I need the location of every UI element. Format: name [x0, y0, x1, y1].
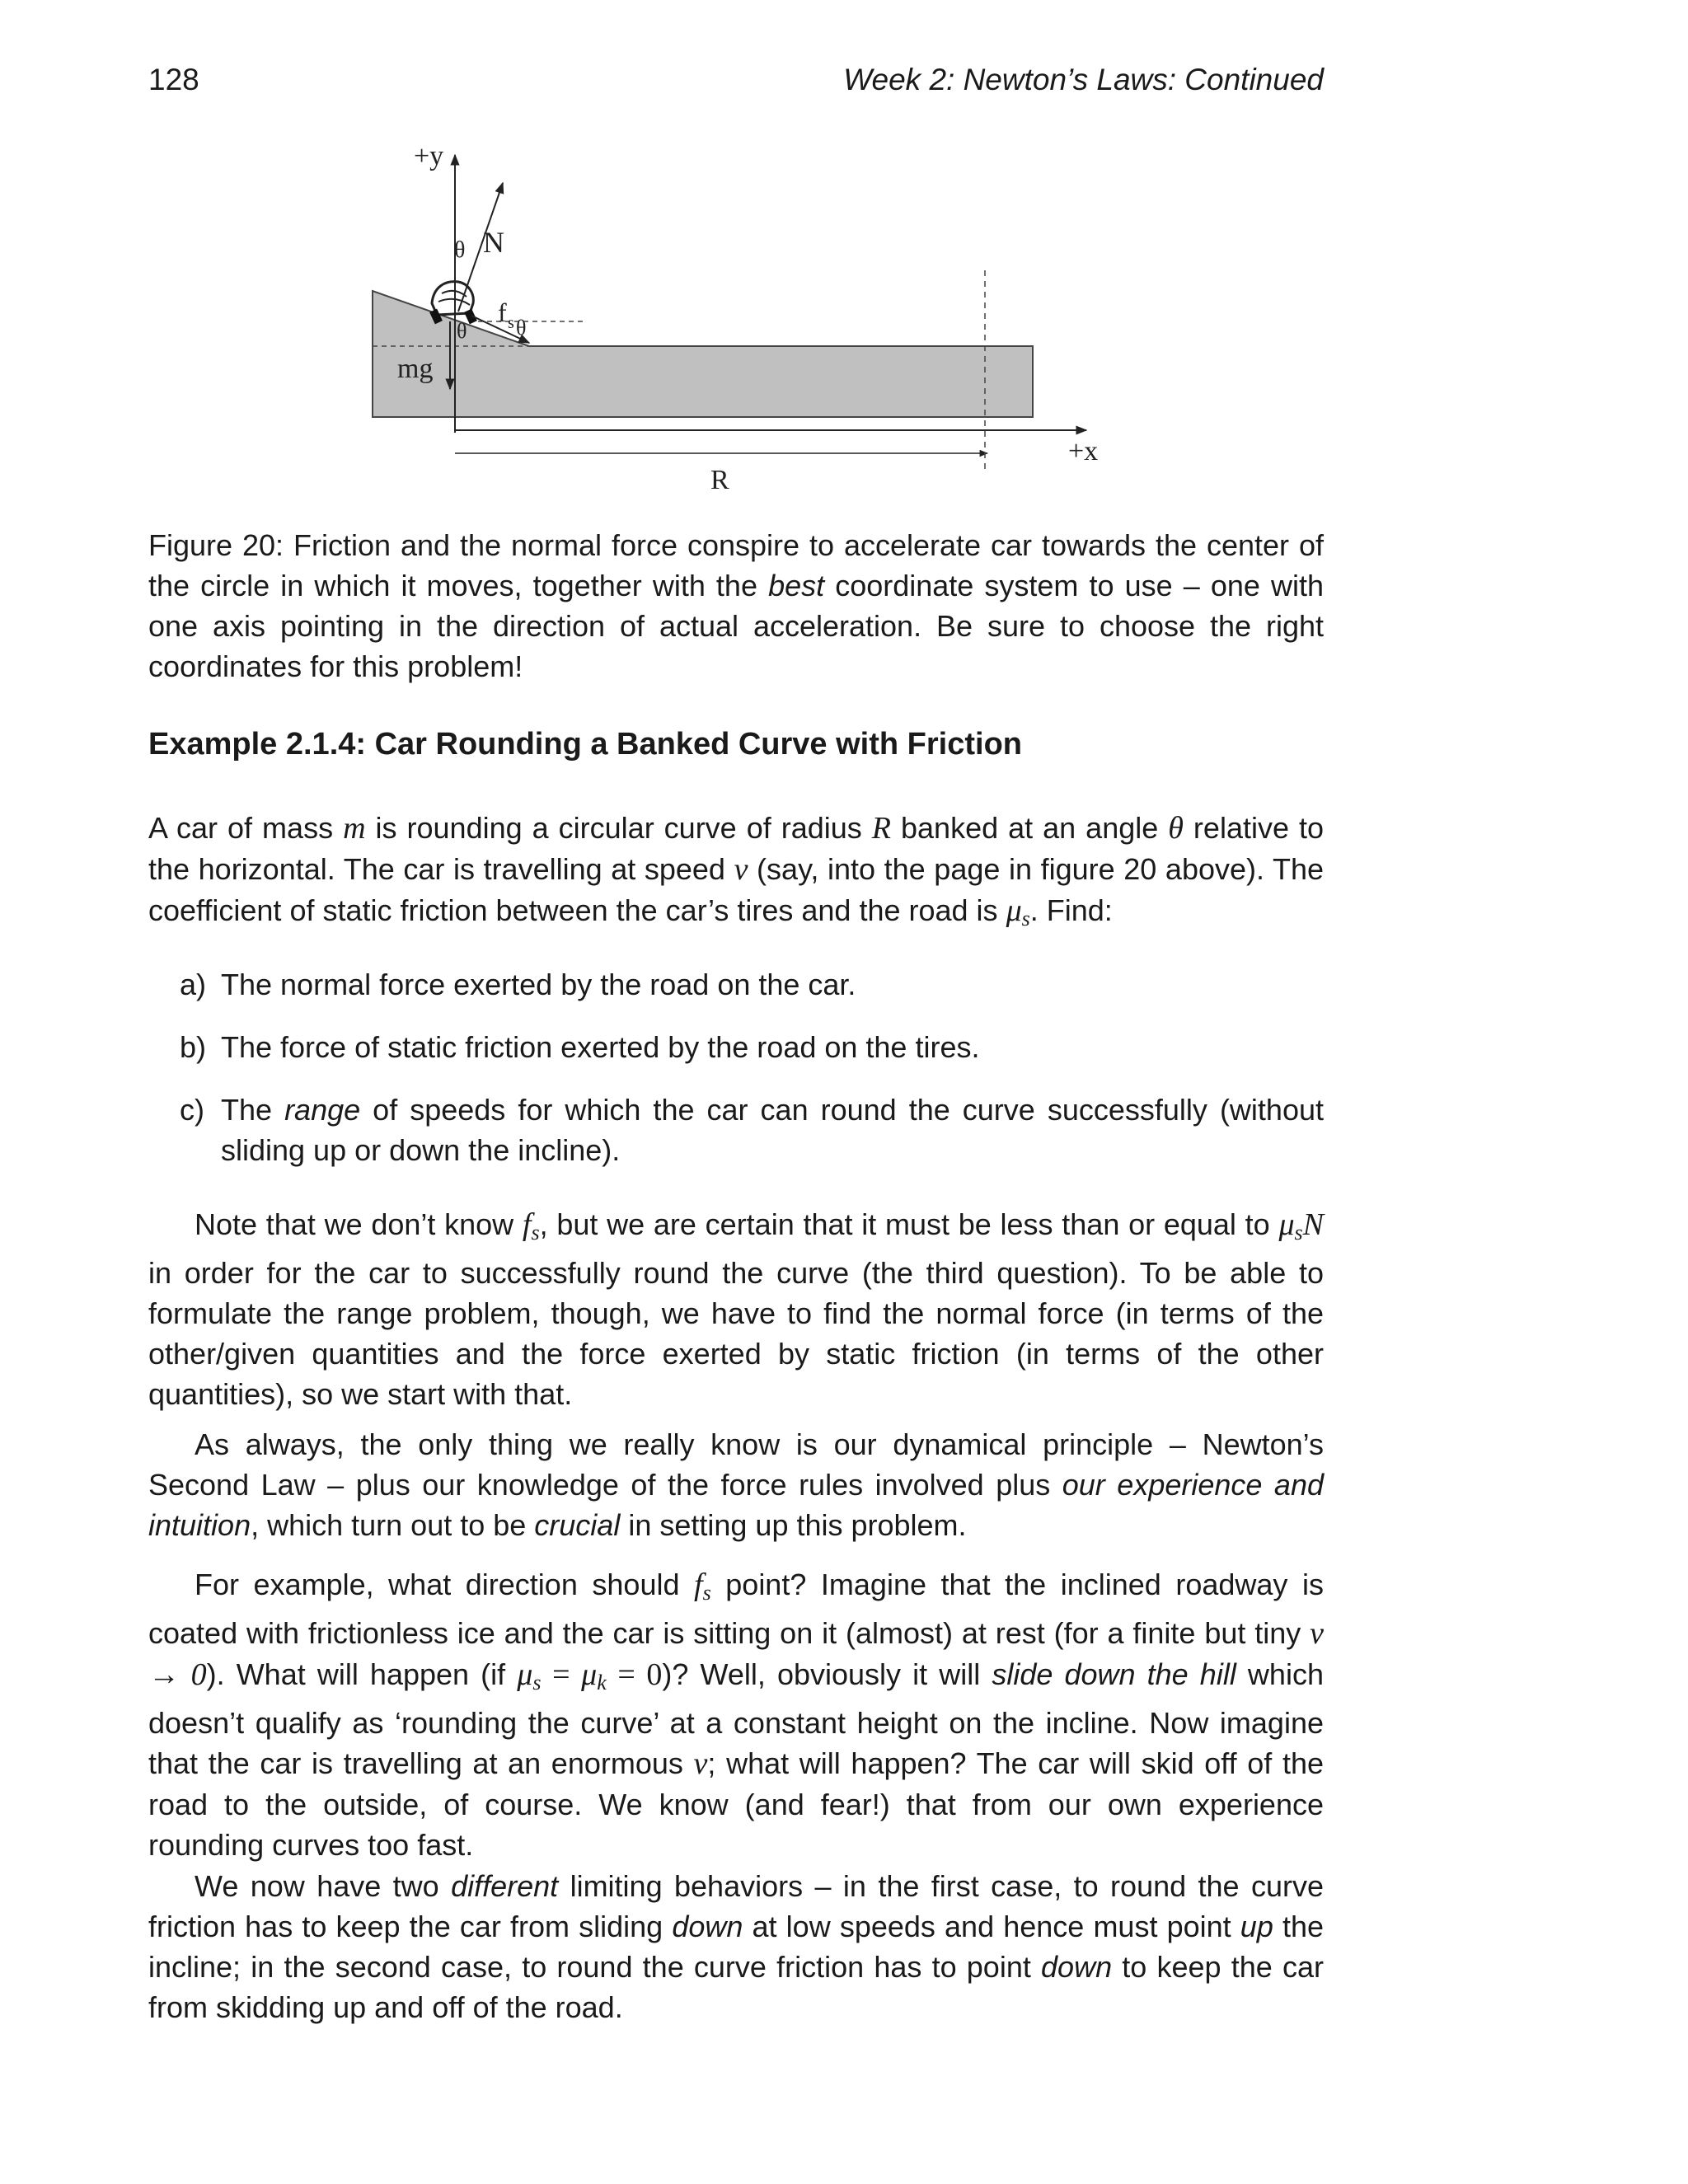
problem-statement: A car of mass m is rounding a circular curve of radius R banked at an angle θ relative to the horizontal. The car is travelling at speed v (say, into the page in figure 20 above). The coefficient of static friction between the car’s tires and the road is $\mu_s$. Find:	[148, 811, 1325, 930]
label-N: N	[483, 226, 504, 259]
paragraph-2: As always, the only thing we really know is our dynamical principle – Newton’s Second Law – plus our knowledge of the force rules involved plus our experience and intuition, which turn out to be crucial in setting up this problem.	[148, 1427, 1325, 1542]
label-fs: f	[498, 298, 507, 327]
list-item: a) The normal force exerted by the road on the car.	[180, 968, 856, 1001]
list-item: b) The force of static friction exerted by the road on the tires.	[180, 1030, 980, 1064]
car-icon	[429, 282, 477, 325]
paragraph-4: We now have two different limiting behaviors – in the first case, to round the curve friction has to keep the car from sliding down at low speeds and hence must point up the incline; in the second case, to round the curve friction has to point down to keep the car from skidding up and off of the road.	[148, 1869, 1325, 2024]
example-title: Example 2.1.4: Car Rounding a Banked Curve with Friction	[148, 727, 1022, 762]
paragraph-3: For example, what direction should $f_s$ point? Imagine that the inclined roadway is coated with frictionless ice and the car is sitting on it (almost) at rest (for a finite but tiny v → 0). What will happen (if $\mu_s = \mu_k = 0$)? Well, obviously it will slide down the hill which doesn’t qualify as ‘rounding the curve’ at a constant height on the incline. Now imagine that the car is travelling at an enormous v; what will happen? The car will skid off of the road to the outside, of course. We know (and fear!) that from our own experience rounding curves too fast.	[148, 1568, 1324, 1862]
paragraph-1: Note that we don’t know $f_s$, but we are certain that it must be less than or equal to $\mu_sN$ in order for the car to successfully round the curve (the third question). To be able to formulate the range problem, though, we have to find the normal force (in terms of the other/given quantities and the force exerted by static friction (in terms of the other quantities), so we start with that.	[148, 1207, 1324, 1411]
label-plus-x: +x	[1068, 436, 1099, 466]
label-fs-sub: s	[508, 314, 514, 332]
page-number: 128	[148, 63, 199, 96]
label-theta-fs: θ	[516, 316, 527, 340]
label-plus-y: +y	[414, 141, 444, 171]
label-mg: mg	[397, 354, 434, 384]
figure-caption: Figure 20: Friction and the normal force conspire to accelerate car towards the center of the circle in which it moves, together with the best coordinate system to use – one with one axis pointing in the direction of actual acceleration. Be sure to choose the right coordinates for this problem!	[148, 528, 1324, 683]
banked-curve-figure	[354, 140, 1113, 503]
running-title: Week 2: Newton’s Laws: Continued	[843, 63, 1324, 96]
label-theta-top: θ	[454, 237, 466, 263]
label-theta-mid: θ	[457, 319, 467, 343]
list-item: c) The range of speeds for which the car can round the curve successfully (without sliding up or down the incline).	[180, 1093, 1324, 1167]
label-R: R	[710, 465, 729, 495]
page-header	[148, 63, 1324, 104]
